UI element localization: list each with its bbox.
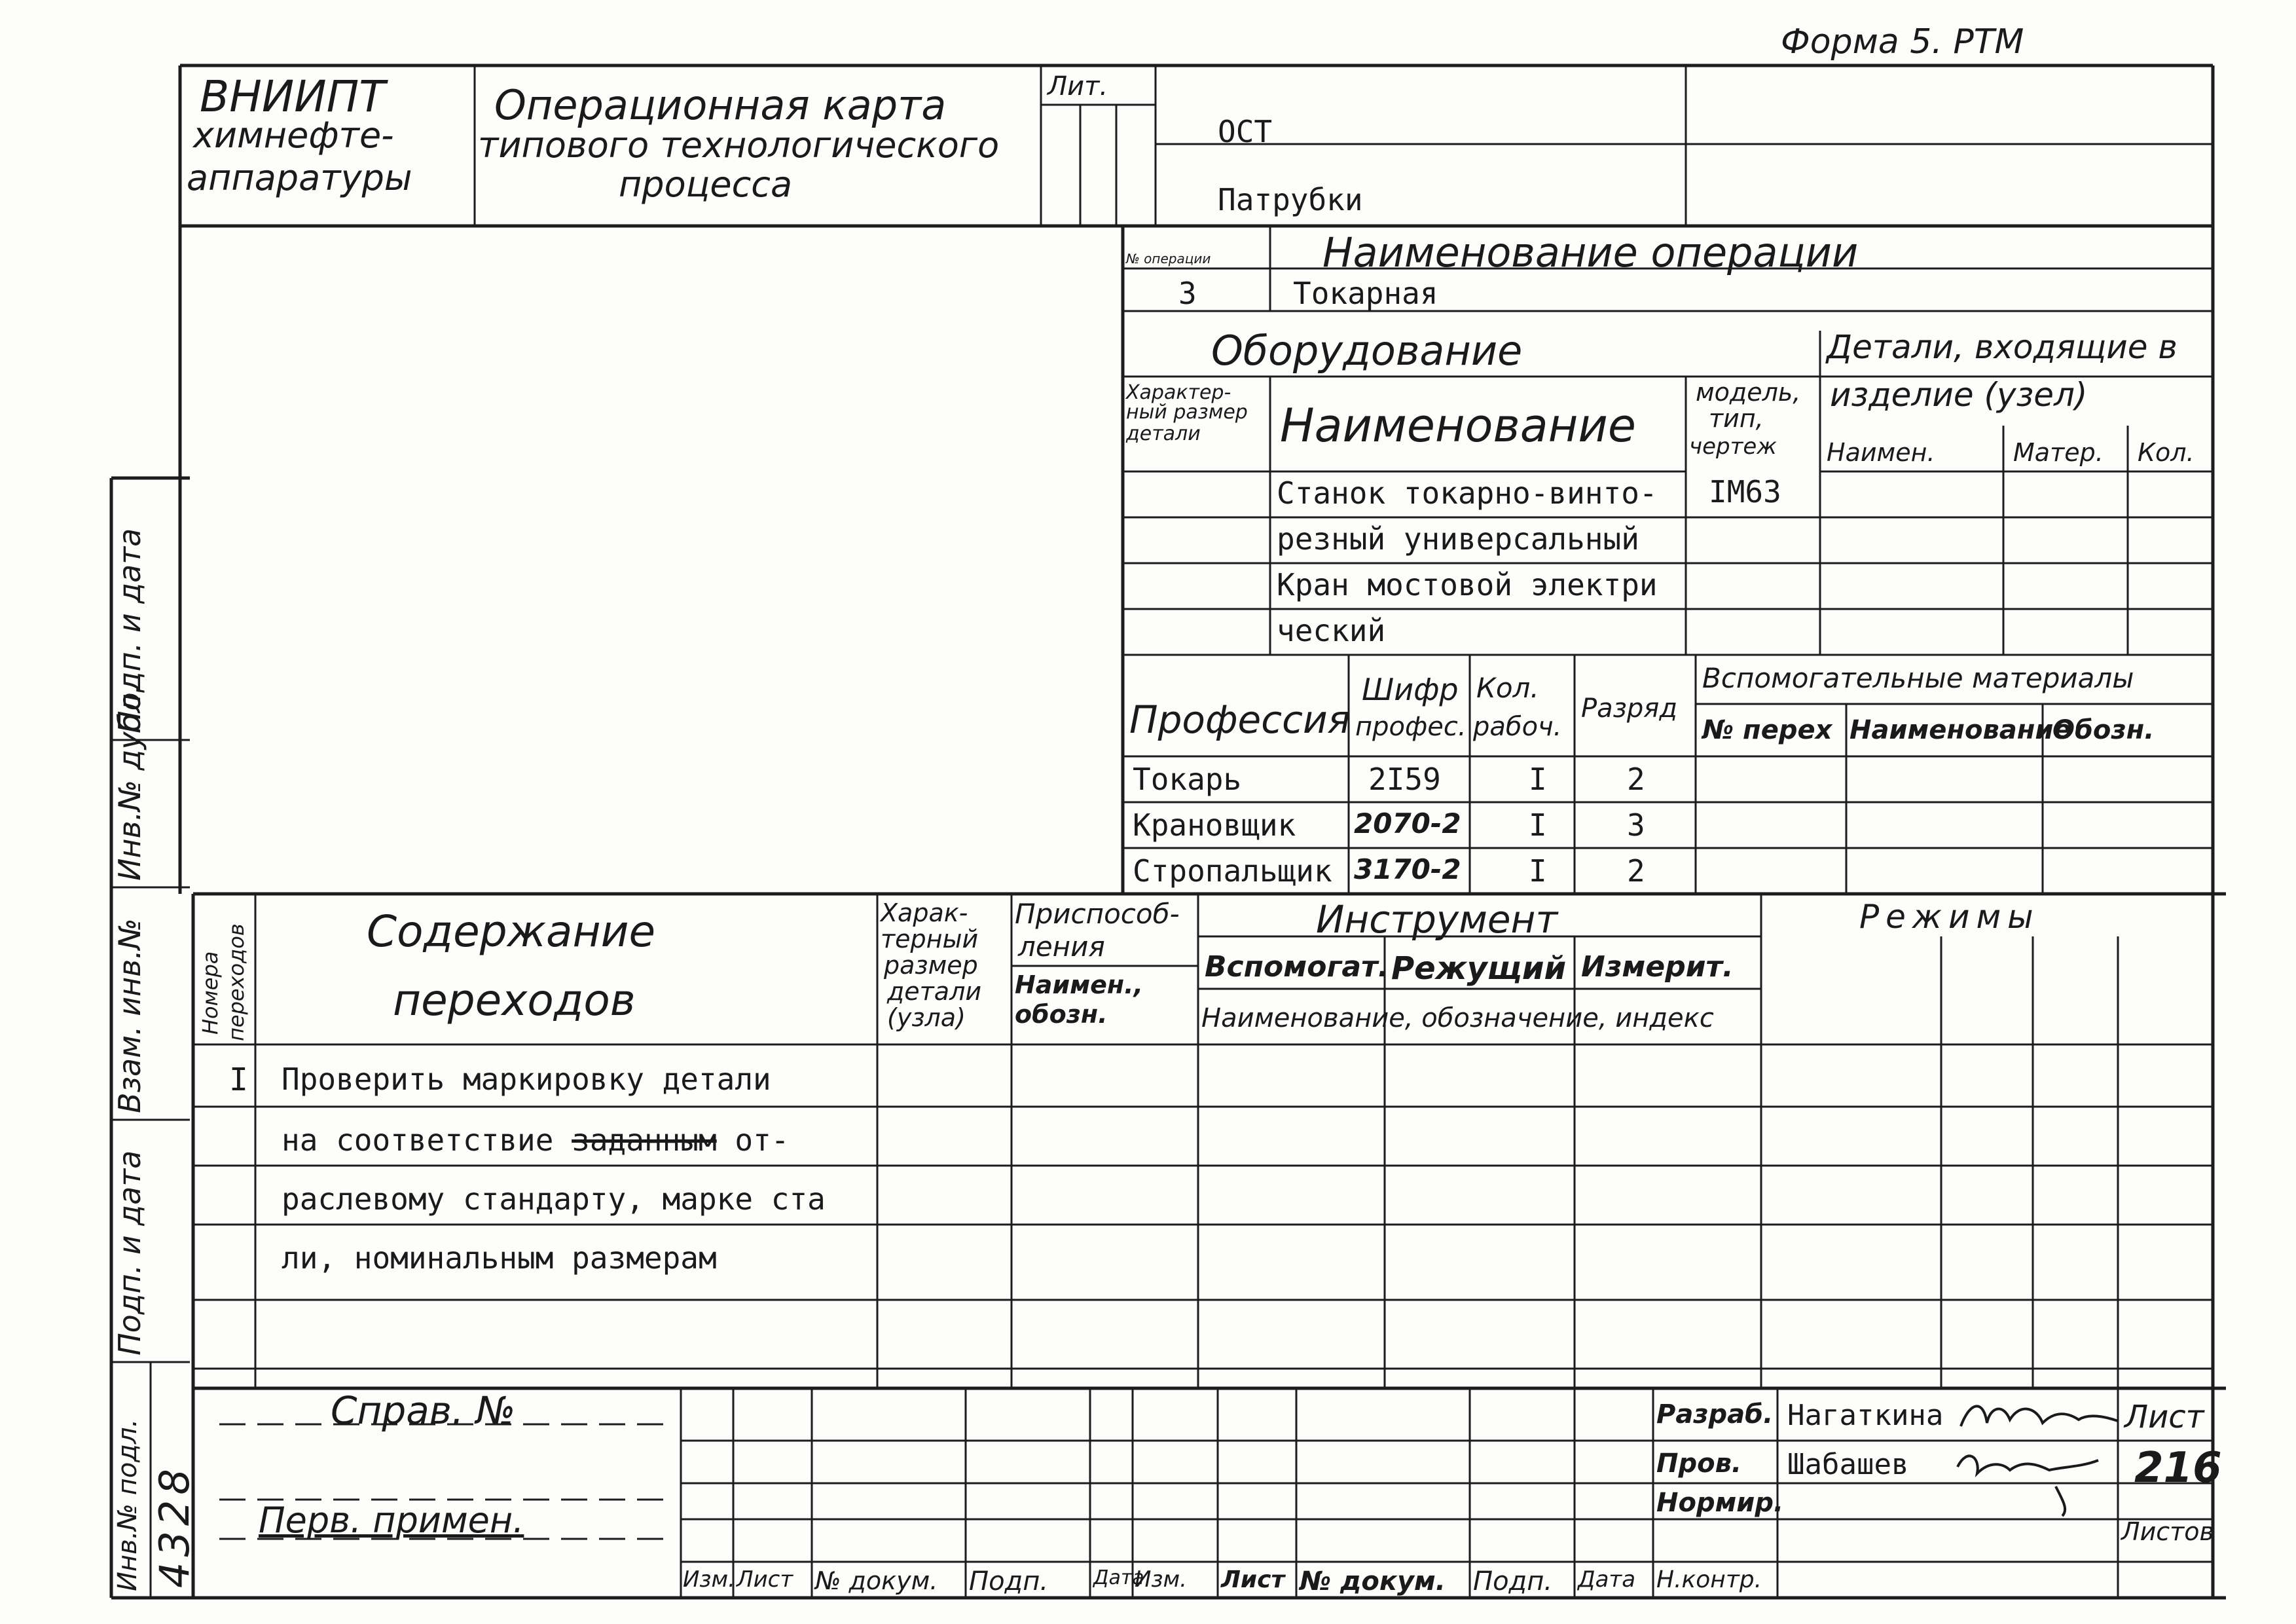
trans-fix-label-4: обозн. bbox=[1015, 1000, 1108, 1029]
trans-num-label-1: Номера bbox=[198, 951, 223, 1035]
aux-col-name: Наименование bbox=[1850, 715, 2071, 745]
trans-char-label-1: Харак- bbox=[881, 898, 968, 927]
op-num-label: № операции bbox=[1126, 251, 1211, 267]
side-label-sign-date: Подп. и дата bbox=[112, 528, 147, 733]
eq-name-label: Наименование bbox=[1280, 399, 1636, 452]
modes-label: Режимы bbox=[1859, 898, 2040, 936]
parts-col-name: Наимен. bbox=[1827, 438, 1935, 467]
eq-row-2: резный универсальный bbox=[1277, 521, 1639, 557]
prof-row-1-grade: 2 bbox=[1627, 762, 1645, 797]
stamp-col-7: Лист bbox=[1221, 1566, 1285, 1593]
stamp-col-8: № докум. bbox=[1300, 1566, 1446, 1596]
prof-row-3-count: I bbox=[1529, 853, 1547, 889]
role-dev: Разраб. bbox=[1656, 1399, 1774, 1430]
form-label: Форма 5. РТМ bbox=[1781, 22, 2024, 62]
prof-code-label-2: профес. bbox=[1355, 712, 1467, 742]
eq-row-4: ческий bbox=[1277, 613, 1386, 648]
prof-row-3-grade: 2 bbox=[1627, 853, 1645, 889]
doc-title-2: типового технологического bbox=[478, 124, 1000, 166]
side-label-repl-inv: Взам. инв.№ bbox=[112, 918, 147, 1113]
trans-line-3: раслевому стандарту, марке ста bbox=[282, 1181, 826, 1217]
parts-col-mat: Матер. bbox=[2013, 438, 2104, 467]
prof-row-1-name: Токарь bbox=[1133, 762, 1242, 797]
tool-cut-label: Режущий bbox=[1391, 950, 1567, 987]
doc-title-1: Операционная карта bbox=[494, 81, 947, 129]
dev-signature bbox=[1958, 1393, 2121, 1439]
trans-row-num: I bbox=[229, 1061, 248, 1098]
first-use-label: Перв. примен. bbox=[259, 1500, 524, 1541]
prof-row-2-code: 2070-2 bbox=[1354, 807, 1461, 840]
role-chk: Пров. bbox=[1656, 1449, 1742, 1479]
doc-title-3: процесса bbox=[619, 164, 793, 205]
trans-num-label-2: переходов bbox=[224, 923, 249, 1041]
prof-grade-label: Разряд bbox=[1581, 693, 1678, 724]
ost-label: ОСТ bbox=[1218, 114, 1273, 149]
parts-label-2: изделие (узел) bbox=[1830, 376, 2088, 414]
inv-number: 4328 bbox=[151, 1464, 198, 1588]
role-nctrl: Н.контр. bbox=[1656, 1566, 1762, 1593]
sheets-label: Листов bbox=[2121, 1517, 2214, 1546]
eq-model-label-3: чертеж bbox=[1689, 434, 1777, 460]
trans-line-2-b: от- bbox=[735, 1122, 790, 1158]
trans-char-label-5: (узла) bbox=[887, 1003, 966, 1032]
stamp-col-1: Изм. bbox=[683, 1566, 735, 1593]
sheet-label: Лист bbox=[2124, 1399, 2204, 1435]
prof-row-2-count: I bbox=[1529, 807, 1547, 843]
trans-fix-label-2: ления bbox=[1018, 931, 1105, 963]
eq-char-label-1: Характер- bbox=[1126, 381, 1231, 404]
stamp-col-10: Дата bbox=[1578, 1566, 1636, 1593]
trans-content-label-2: переходов bbox=[393, 975, 636, 1025]
tool-sub-label: Наименование, обозначение, индекс bbox=[1201, 1003, 1714, 1033]
eq-row-3: Кран мостовой электри bbox=[1277, 567, 1658, 602]
stamp-col-9: Подп. bbox=[1473, 1566, 1553, 1596]
chk-signature bbox=[1951, 1441, 2108, 1519]
side-label-dup-inv: Инв.№ дубл. bbox=[112, 684, 147, 881]
trans-char-label-4: детали bbox=[887, 977, 982, 1006]
aux-label: Вспомогательные материалы bbox=[1702, 662, 2134, 694]
op-name: Токарная bbox=[1293, 276, 1438, 311]
prof-row-2-grade: 3 bbox=[1627, 807, 1645, 843]
trans-line-2-a: на соответствие bbox=[282, 1122, 554, 1158]
dev-name: Нагаткина bbox=[1787, 1399, 1944, 1432]
org-name-2: химнефте- bbox=[193, 115, 394, 156]
prof-col-label: Профессия bbox=[1129, 697, 1351, 742]
side-label-orig-inv: Инв.№ подл. bbox=[113, 1418, 143, 1591]
trans-line-2 bbox=[282, 1122, 790, 1158]
stamp-col-2: Лист bbox=[737, 1566, 793, 1593]
prof-code-label-1: Шифр bbox=[1362, 672, 1459, 707]
prof-count-label-2: рабоч. bbox=[1473, 712, 1562, 742]
op-name-label: Наименование операции bbox=[1322, 229, 1859, 276]
prof-row-1-count: I bbox=[1529, 762, 1547, 797]
prof-count-label-1: Кол. bbox=[1476, 672, 1539, 704]
eq-char-label-2: ный размер bbox=[1126, 401, 1248, 424]
ref-label: Справ. № bbox=[331, 1388, 516, 1433]
prof-row-3-code: 3170-2 bbox=[1354, 853, 1461, 885]
eq-model-label-1: модель, bbox=[1696, 378, 1801, 407]
parts-label-1: Детали, входящие в bbox=[1827, 328, 2178, 366]
eq-model-label-2: тип, bbox=[1709, 404, 1764, 433]
prof-row-3-name: Стропальщик bbox=[1133, 853, 1332, 889]
op-num: 3 bbox=[1178, 276, 1197, 311]
trans-char-label-2: терный bbox=[881, 925, 979, 953]
aux-col-des: Обозн. bbox=[2052, 715, 2155, 745]
eq-row-1: Станок токарно-винто- bbox=[1277, 475, 1658, 511]
stamp-col-4: Подп. bbox=[969, 1566, 1049, 1596]
chk-name: Шабашев bbox=[1787, 1448, 1909, 1481]
side-label-sign-date-2: Подп. и дата bbox=[112, 1150, 147, 1356]
prof-row-2-name: Крановщик bbox=[1133, 807, 1296, 843]
trans-line-4: ли, номинальным размерам bbox=[282, 1240, 717, 1276]
org-name: ВНИИПТ bbox=[200, 71, 386, 122]
eq-char-label-3: детали bbox=[1126, 422, 1201, 445]
stamp-col-5: Дата bbox=[1093, 1566, 1144, 1589]
trans-line-1: Проверить маркировку детали bbox=[282, 1061, 771, 1097]
tool-label: Инструмент bbox=[1316, 897, 1558, 942]
aux-col-num: № перех bbox=[1702, 715, 1832, 745]
part-name: Патрубки bbox=[1218, 182, 1363, 217]
lit-label: Лит. bbox=[1048, 71, 1108, 101]
trans-content-label-1: Содержание bbox=[367, 906, 656, 957]
prof-row-1-code: 2I59 bbox=[1368, 762, 1441, 797]
trans-char-label-3: размер bbox=[884, 951, 978, 980]
trans-line-2-struck: заданным bbox=[572, 1122, 717, 1158]
tool-aux-label: Вспомогат. bbox=[1205, 950, 1389, 984]
role-norm: Нормир. bbox=[1656, 1488, 1784, 1518]
equipment-label: Оборудование bbox=[1211, 327, 1523, 375]
tool-meas-label: Измерит. bbox=[1581, 950, 1734, 984]
trans-fix-label-3: Наимен., bbox=[1015, 970, 1144, 999]
parts-col-qty: Кол. bbox=[2138, 438, 2195, 467]
sheet-number: 216 bbox=[2134, 1444, 2222, 1492]
stamp-col-6: Изм. bbox=[1135, 1566, 1187, 1593]
trans-fix-label-1: Приспособ- bbox=[1015, 898, 1180, 930]
stamp-col-3: № докум. bbox=[815, 1566, 938, 1595]
org-name-3: аппаратуры bbox=[187, 157, 412, 198]
eq-model: IM63 bbox=[1709, 474, 1781, 509]
